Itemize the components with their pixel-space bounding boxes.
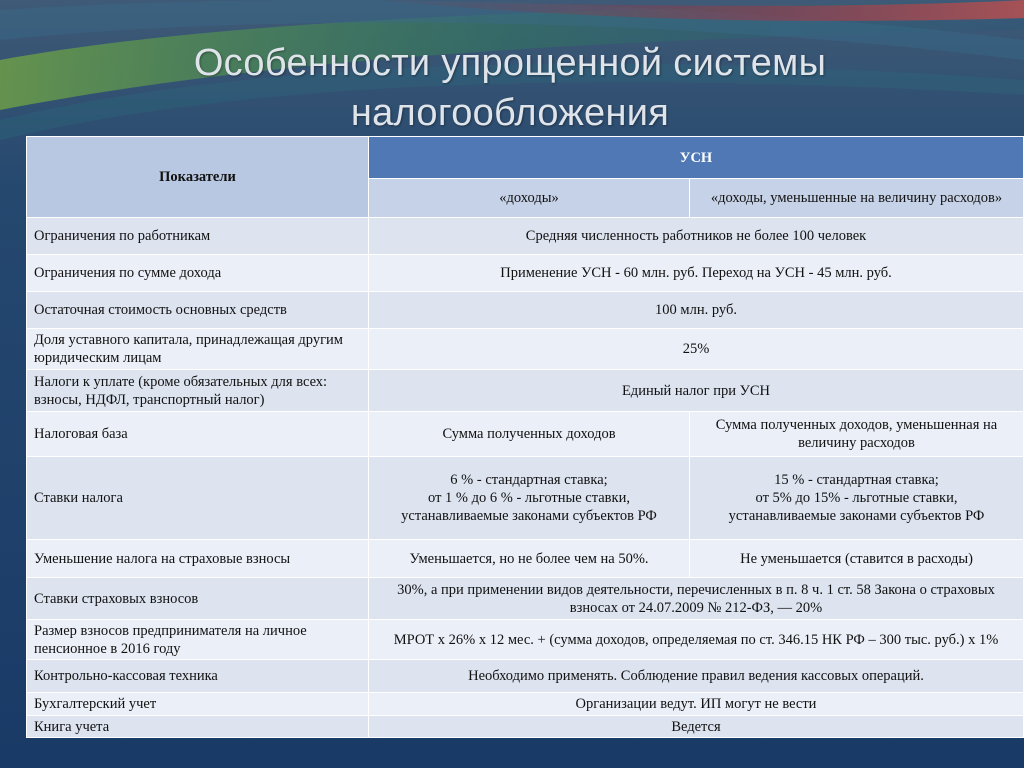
- row-label: Ограничения по работникам: [27, 218, 369, 255]
- row-label: Налоговая база: [27, 412, 369, 457]
- rate-line: от 5% до 15% - льготные ставки,: [755, 490, 958, 506]
- rate-line: 15 % - стандартная ставка;: [774, 472, 939, 488]
- table-row: [27, 457, 1024, 540]
- table-row: [27, 693, 1024, 716]
- table-row: [27, 329, 1024, 370]
- row-value-income: Сумма полученных доходов: [369, 412, 690, 457]
- row-value-income: Уменьшается, но не более чем на 50%.: [369, 540, 690, 578]
- row-value-income-minus: Сумма полученных доходов, уменьшенная на величину расходов: [690, 412, 1024, 457]
- comparison-table-container: [26, 136, 1023, 738]
- header-usn: УСН: [369, 137, 1024, 179]
- row-label: Ограничения по сумме дохода: [27, 255, 369, 292]
- rate-line: от 1 % до 6 % - льготные ставки,: [428, 490, 630, 506]
- row-value: Организации ведут. ИП могут не вести: [369, 693, 1024, 716]
- row-value-income-minus: [690, 457, 1024, 540]
- rate-line: устанавливаемые законами субъектов РФ: [728, 508, 985, 524]
- header-income-minus-expenses: «доходы, уменьшенные на величину расходов»: [690, 179, 1024, 218]
- table-row: [27, 370, 1024, 412]
- row-value: Ведется: [369, 716, 1024, 738]
- table-row: [27, 412, 1024, 457]
- row-value: 100 млн. руб.: [369, 292, 1024, 329]
- usn-comparison-table: [26, 136, 1024, 738]
- table-row: [27, 660, 1024, 693]
- table-row: [27, 255, 1024, 292]
- table-row: [27, 620, 1024, 660]
- row-value: Единый налог при УСН: [369, 370, 1024, 412]
- row-value: 25%: [369, 329, 1024, 370]
- row-value: Применение УСН - 60 млн. руб. Переход на УСН - 45 млн. руб.: [369, 255, 1024, 292]
- slide-title-line-1: Особенности упрощенной системы: [193, 42, 827, 84]
- row-value-income-minus: Не уменьшается (ставится в расходы): [690, 540, 1024, 578]
- table-row: [27, 292, 1024, 329]
- row-label: Размер взносов предпринимателя на личное пенсионное в 2016 году: [27, 620, 369, 660]
- row-label: Книга учета: [27, 716, 369, 738]
- row-label: Контрольно-кассовая техника: [27, 660, 369, 693]
- rate-line: 6 % - стандартная ставка;: [450, 472, 608, 488]
- table-row: [27, 540, 1024, 578]
- row-label: Ставки страховых взносов: [27, 578, 369, 620]
- row-value: Необходимо применять. Соблюдение правил ведения кассовых операций.: [369, 660, 1024, 693]
- rate-line: устанавливаемые законами субъектов РФ: [401, 508, 657, 524]
- header-income: «доходы»: [369, 179, 690, 218]
- row-label: Уменьшение налога на страховые взносы: [27, 540, 369, 578]
- row-label: Доля уставного капитала, принадлежащая другим юридическим лицам: [27, 329, 369, 370]
- table-row: [27, 578, 1024, 620]
- slide-title: [90, 38, 930, 138]
- row-label: Остаточная стоимость основных средств: [27, 292, 369, 329]
- header-indicators: Показатели: [27, 137, 369, 218]
- row-value: Средняя численность работников не более 100 человек: [369, 218, 1024, 255]
- slide-title-line-2: налогообложения: [350, 92, 670, 134]
- row-value: 30%, а при применении видов деятельности, перечисленных в п. 8 ч. 1 ст. 58 Закона о страховых взносах от 24.07.2009 № 212-ФЗ, — 20%: [369, 578, 1024, 620]
- row-label: Ставки налога: [27, 457, 369, 540]
- table-row: [27, 218, 1024, 255]
- row-label: Налоги к уплате (кроме обязательных для всех: взносы, НДФЛ, транспортный налог): [27, 370, 369, 412]
- row-label: Бухгалтерский учет: [27, 693, 369, 716]
- row-value: МРОТ х 26% х 12 мес. + (сумма доходов, определяемая по ст. 346.15 НК РФ – 300 тыс. руб.) х 1%: [369, 620, 1024, 660]
- row-value-income: [369, 457, 690, 540]
- table-row: [27, 716, 1024, 738]
